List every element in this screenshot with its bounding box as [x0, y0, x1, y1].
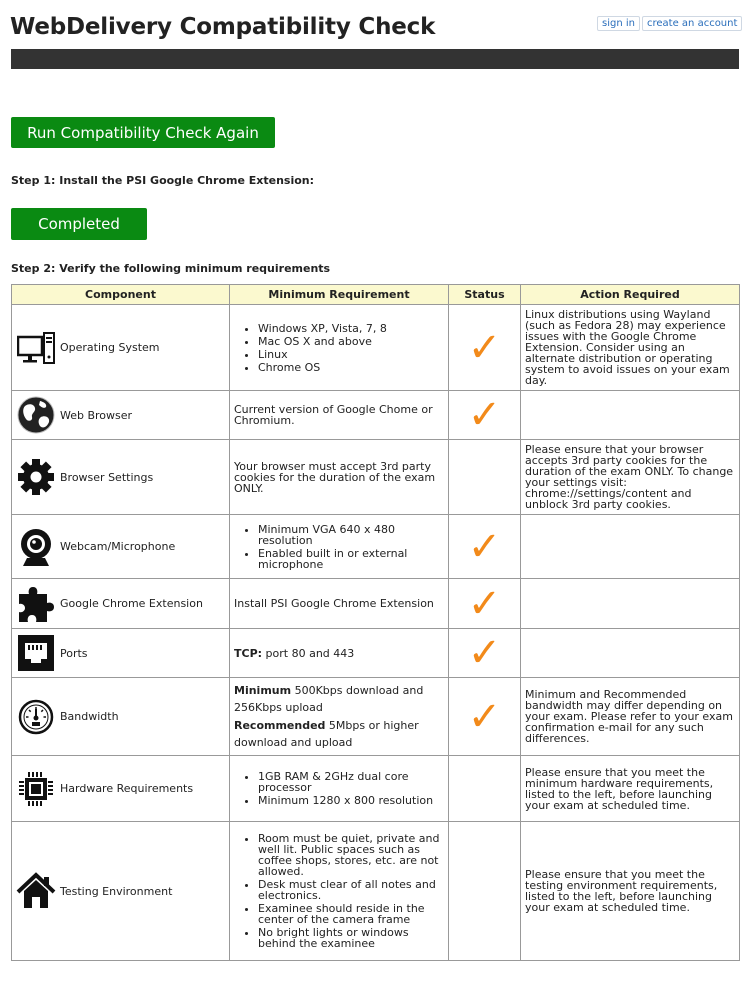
list-item: • Mac OS X and above — [258, 336, 444, 347]
component-label: Google Chrome Extension — [60, 597, 203, 610]
header-bar — [11, 49, 739, 69]
minimum-bandwidth: Minimum 500Kbps download and 256Kbps upload — [234, 683, 424, 714]
check-icon: ✓ — [467, 392, 502, 438]
component-label: Testing Environment — [60, 884, 173, 898]
list-item: • Desk must clear of all notes and electronics. — [258, 879, 444, 901]
action-text — [521, 629, 740, 678]
action-text: Please ensure that your browser accepts 3rd party cookies for the duration of the exam ONLY. To change your settings visit: chrome://settings/content and unblock 3rd party cookies. — [521, 440, 740, 515]
check-icon: ✓ — [467, 580, 502, 627]
action-text — [521, 579, 740, 629]
requirements-table — [11, 284, 740, 961]
component-label: Operating System — [60, 341, 160, 354]
table-row — [12, 822, 740, 961]
component-label: Browser Settings — [60, 470, 154, 484]
table-header-row — [12, 285, 740, 305]
requirement-text: port 80 and 443 — [262, 646, 355, 660]
webcam-icon — [16, 527, 56, 567]
gear-icon — [16, 457, 56, 497]
check-icon: ✓ — [467, 523, 502, 570]
requirement-text: Install PSI Google Chrome Extension — [230, 579, 449, 629]
component-label: Web Browser — [60, 408, 133, 422]
table-row — [12, 391, 740, 440]
step2-heading: Step 2: Verify the following minimum requirements — [11, 262, 331, 275]
action-text: Minimum and Recommended bandwidth may differ depending on your exam. Please refer to your exam confirmation e-mail for any such differences. — [521, 678, 740, 756]
table-row — [12, 756, 740, 822]
action-text: Please ensure that you meet the testing environment requirements, listed to the left, before launching your exam at scheduled time. — [521, 822, 740, 961]
table-row — [12, 440, 740, 515]
action-text: Linux distributions using Wayland (such as Fedora 28) may experience issues with the Google Chrome Extension. Consider using an alternate distribution or operating system to avoid issues on your exam day. — [521, 305, 740, 391]
house-icon — [16, 871, 56, 911]
page-title: WebDelivery Compatibility Check — [10, 14, 436, 40]
requirement-text: Current version of Google Chome or Chromium. — [230, 391, 449, 440]
run-check-again-button[interactable]: Run Compatibility Check Again — [11, 117, 275, 148]
step1-heading: Step 1: Install the PSI Google Chrome Extension: — [11, 174, 315, 187]
header-component: Component — [12, 285, 230, 305]
cpu-chip-icon — [16, 769, 56, 809]
create-account-link[interactable]: create an account — [642, 16, 742, 31]
component-label: Hardware Requirements — [60, 782, 194, 795]
completed-button[interactable]: Completed — [11, 208, 147, 240]
requirement-bold: TCP: — [234, 646, 263, 660]
header-action-required: Action Required — [521, 285, 740, 305]
action-text — [521, 391, 740, 440]
list-item: • Examinee should reside in the center of the camera frame — [258, 903, 444, 925]
computer-icon — [16, 328, 56, 368]
sign-in-link[interactable]: sign in — [597, 16, 640, 31]
component-label: Ports — [60, 646, 88, 660]
table-row — [12, 515, 740, 579]
list-item: • Windows XP, Vista, 7, 8 — [258, 323, 444, 334]
requirement-list — [234, 524, 444, 570]
action-text: Please ensure that you meet the minimum hardware requirements, listed to the left, before launching your exam at scheduled time. — [521, 756, 740, 822]
list-item: • Minimum 1280 x 800 resolution — [258, 795, 444, 806]
table-row — [12, 678, 740, 756]
table-row — [12, 629, 740, 678]
list-item: • No bright lights or windows behind the examinee — [258, 927, 444, 949]
list-item: • Room must be quiet, private and well lit. Public spaces such as coffee shops, stores, etc. are not allowed. — [258, 833, 444, 877]
check-icon: ✓ — [467, 693, 502, 740]
table-row — [12, 305, 740, 391]
header-status: Status — [449, 285, 521, 305]
speedometer-icon — [16, 697, 56, 737]
requirement-list — [234, 771, 444, 806]
table-row — [12, 579, 740, 629]
list-item: • Chrome OS — [258, 362, 444, 373]
list-item: • Linux — [258, 349, 444, 360]
globe-icon — [16, 395, 56, 435]
list-item: • Enabled built in or external microphone — [258, 548, 444, 570]
puzzle-icon — [16, 584, 56, 624]
action-text — [521, 515, 740, 579]
requirement-text: Your browser must accept 3rd party cookies for the duration of the exam ONLY. — [230, 440, 449, 515]
check-icon: ✓ — [467, 630, 502, 676]
header-minimum-requirement: Minimum Requirement — [230, 285, 449, 305]
component-label: Bandwidth — [60, 710, 119, 723]
requirement-list — [234, 833, 444, 949]
component-label: Webcam/Microphone — [60, 540, 176, 553]
check-icon: ✓ — [467, 324, 502, 371]
requirement-list — [234, 323, 444, 373]
list-item: • Minimum VGA 640 x 480 resolution — [258, 524, 444, 546]
recommended-bandwidth: Recommended 5Mbps or higher download and upload — [234, 718, 419, 749]
ethernet-port-icon — [16, 633, 56, 673]
list-item: • 1GB RAM & 2GHz dual core processor — [258, 771, 444, 793]
